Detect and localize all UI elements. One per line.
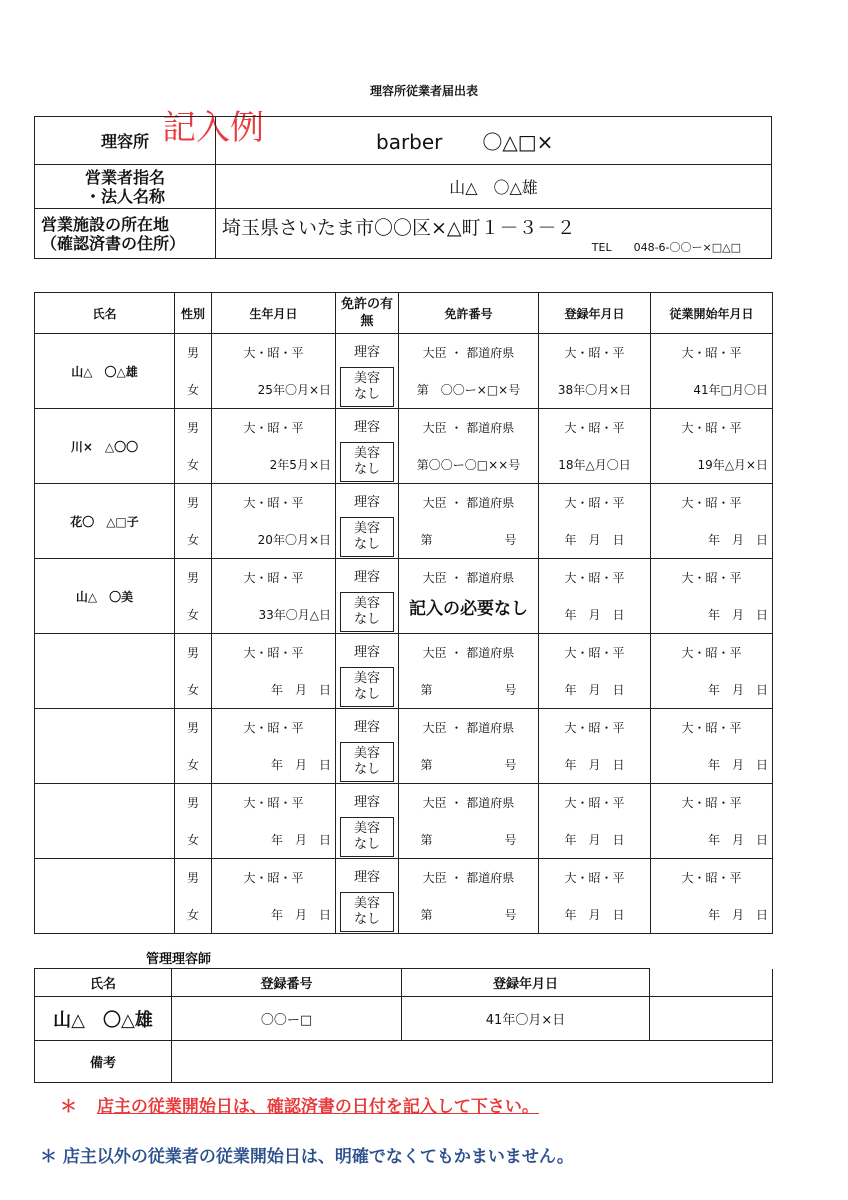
mgr-col-name: 氏名 [35,969,172,997]
employee-name [35,634,175,709]
employees-table [34,292,773,934]
license-authority: 大臣 ・ 都道府県 [422,871,515,885]
employee-row [35,709,773,784]
start-era: 大・昭・平 [681,346,742,360]
employee-row [35,634,773,709]
reg-date: 年 月 日 [564,833,625,847]
license-authority: 大臣 ・ 都道府県 [422,721,515,735]
birth-date: 年 月 日 [270,683,331,697]
reg-era: 大・昭・平 [564,496,625,510]
sex-female: 女 [186,608,199,622]
license-number: 第 号 [420,758,517,772]
start-date: 19年△月×日 [697,458,768,472]
sex-male: 男 [186,346,199,360]
license-none: なし [353,912,380,927]
license-authority: 大臣 ・ 都道府県 [422,646,515,660]
license-ri: 理容 [353,645,380,660]
start-date: 年 月 日 [707,908,768,922]
start-date: 年 月 日 [707,533,768,547]
reg-era: 大・昭・平 [564,721,625,735]
employee-row [35,859,773,934]
address-label: 営業施設の所在地 （確認済書の住所） [35,209,216,259]
license-ri: 理容 [353,720,380,735]
license-number: 第 号 [420,908,517,922]
license-authority: 大臣 ・ 都道府県 [422,346,515,360]
license-bi: 美容 [353,446,380,461]
tel-value: TEL 048-6-〇〇ー×□△□ [591,241,741,254]
license-none: なし [353,537,380,552]
birth-date: 年 月 日 [270,758,331,772]
col-license-number: 免許番号 [399,293,539,334]
start-date: 年 月 日 [707,608,768,622]
reg-era: 大・昭・平 [564,871,625,885]
reg-date: 18年△月〇日 [558,458,631,472]
form-title: 理容所従業者届出表 [369,84,478,98]
start-date: 年 月 日 [707,833,768,847]
mgr-col-blank [650,969,773,997]
reg-era: 大・昭・平 [564,571,625,585]
start-date: 年 月 日 [707,683,768,697]
sex-male: 男 [186,721,199,735]
col-sex: 性別 [175,293,212,334]
sex-female: 女 [186,458,199,472]
sex-male: 男 [186,421,199,435]
start-date: 年 月 日 [707,758,768,772]
birth-date: 2年5月×日 [269,458,331,472]
license-number: 第 号 [420,833,517,847]
license-none: なし [353,462,380,477]
license-ri: 理容 [353,345,380,360]
employee-row [35,409,773,484]
license-authority: 大臣 ・ 都道府県 [422,796,515,810]
reg-era: 大・昭・平 [564,646,625,660]
license-none: なし [353,612,380,627]
birth-date: 20年〇月×日 [257,533,331,547]
sex-male: 男 [186,871,199,885]
operator-name: 山△ 〇△雄 [216,165,772,209]
start-era: 大・昭・平 [681,421,742,435]
reg-era: 大・昭・平 [564,796,625,810]
address-cell [216,209,772,259]
reg-date: 年 月 日 [564,533,625,547]
employee-row [35,559,773,634]
col-reg-date: 登録年月日 [539,293,651,334]
employee-row [35,784,773,859]
license-bi: 美容 [353,521,380,536]
employee-row [35,484,773,559]
birth-era: 大・昭・平 [243,496,304,510]
col-license: 免許の有無 [336,293,399,334]
header-table [34,116,772,259]
license-none: なし [353,762,380,777]
mgr-col-reg-date: 登録年月日 [402,969,650,997]
employee-name [35,709,175,784]
start-era: 大・昭・平 [681,871,742,885]
shop-name: barber 〇△□× [216,117,772,165]
mgr-reg-num: 〇〇ー□ [172,997,402,1041]
license-bi: 美容 [353,671,380,686]
reg-date: 年 月 日 [564,608,625,622]
license-authority: 大臣 ・ 都道府県 [422,496,515,510]
employee-name: 山△ 〇△雄 [35,334,175,409]
reg-date: 年 月 日 [564,758,625,772]
license-none: なし [353,837,380,852]
license-bi: 美容 [353,746,380,761]
birth-era: 大・昭・平 [243,796,304,810]
birth-era: 大・昭・平 [243,571,304,585]
license-ri: 理容 [353,570,380,585]
employee-name [35,784,175,859]
red-note-text: 店主の従業開始日は、確認済書の日付を記入して下さい。 [96,1097,539,1117]
start-era: 大・昭・平 [681,796,742,810]
birth-era: 大・昭・平 [243,421,304,435]
red-note [60,1092,539,1117]
sex-female: 女 [186,533,199,547]
mgr-name: 山△ 〇△雄 [35,997,172,1041]
remarks-value [172,1041,773,1083]
license-ri: 理容 [353,795,380,810]
birth-era: 大・昭・平 [243,646,304,660]
license-bi: 美容 [353,596,380,611]
license-none: なし [353,387,380,402]
remarks-label: 備考 [35,1041,172,1083]
birth-date: 25年〇月×日 [257,383,331,397]
license-authority: 大臣 ・ 都道府県 [422,421,515,435]
start-era: 大・昭・平 [681,571,742,585]
license-number: 第 号 [420,533,517,547]
birth-date: 33年〇月△日 [258,608,331,622]
start-date: 41年□月〇日 [693,383,768,397]
license-authority: 大臣 ・ 都道府県 [422,571,515,585]
employee-name: 花〇 △□子 [35,484,175,559]
start-era: 大・昭・平 [681,721,742,735]
manager-section-label: 管理理容師 [146,952,212,967]
employee-row [35,334,773,409]
col-start-date: 従業開始年月日 [651,293,773,334]
birth-era: 大・昭・平 [243,721,304,735]
sex-female: 女 [186,758,199,772]
shop-label: 理容所 [35,117,216,165]
license-none: なし [353,687,380,702]
employee-name [35,859,175,934]
example-stamp: 記入例 [162,108,264,148]
sex-male: 男 [186,646,199,660]
license-ri: 理容 [353,495,380,510]
sex-male: 男 [186,796,199,810]
sex-female: 女 [186,908,199,922]
manager-table [34,968,773,1083]
sex-female: 女 [186,833,199,847]
employee-name: 川× △〇〇 [35,409,175,484]
birth-era: 大・昭・平 [243,346,304,360]
sex-male: 男 [186,496,199,510]
mgr-reg-date: 41年〇月×日 [402,997,650,1041]
license-ri: 理容 [353,420,380,435]
mgr-blank [650,997,773,1041]
row-note: 記入の必要なし [409,599,528,619]
sex-male: 男 [186,571,199,585]
col-birth: 生年月日 [212,293,336,334]
sex-female: 女 [186,383,199,397]
address-value: 埼玉県さいたま市〇〇区×△町１－３－２ [222,217,576,239]
license-ri: 理容 [353,870,380,885]
reg-date: 年 月 日 [564,908,625,922]
sex-female: 女 [186,683,199,697]
birth-date: 年 月 日 [270,908,331,922]
license-number: 第 号 [420,683,517,697]
license-bi: 美容 [353,371,380,386]
col-name: 氏名 [35,293,175,334]
reg-date: 38年〇月×日 [557,383,632,397]
license-number: 第 〇〇ー×□×号 [416,383,521,397]
red-note-mark: ＊ [60,1097,77,1117]
reg-era: 大・昭・平 [564,346,625,360]
mgr-col-reg-num: 登録番号 [172,969,402,997]
start-era: 大・昭・平 [681,496,742,510]
birth-era: 大・昭・平 [243,871,304,885]
employee-name: 山△ 〇美 [35,559,175,634]
operator-label: 営業者指名 ・法人名称 [35,165,216,209]
reg-date: 年 月 日 [564,683,625,697]
blue-note: ＊ 店主以外の従業者の従業開始日は、明確でなくてもかまいません。 [40,1147,574,1167]
license-bi: 美容 [353,896,380,911]
reg-era: 大・昭・平 [564,421,625,435]
birth-date: 年 月 日 [270,833,331,847]
license-number: 第〇〇ー〇□××号 [416,458,521,472]
start-era: 大・昭・平 [681,646,742,660]
license-bi: 美容 [353,821,380,836]
